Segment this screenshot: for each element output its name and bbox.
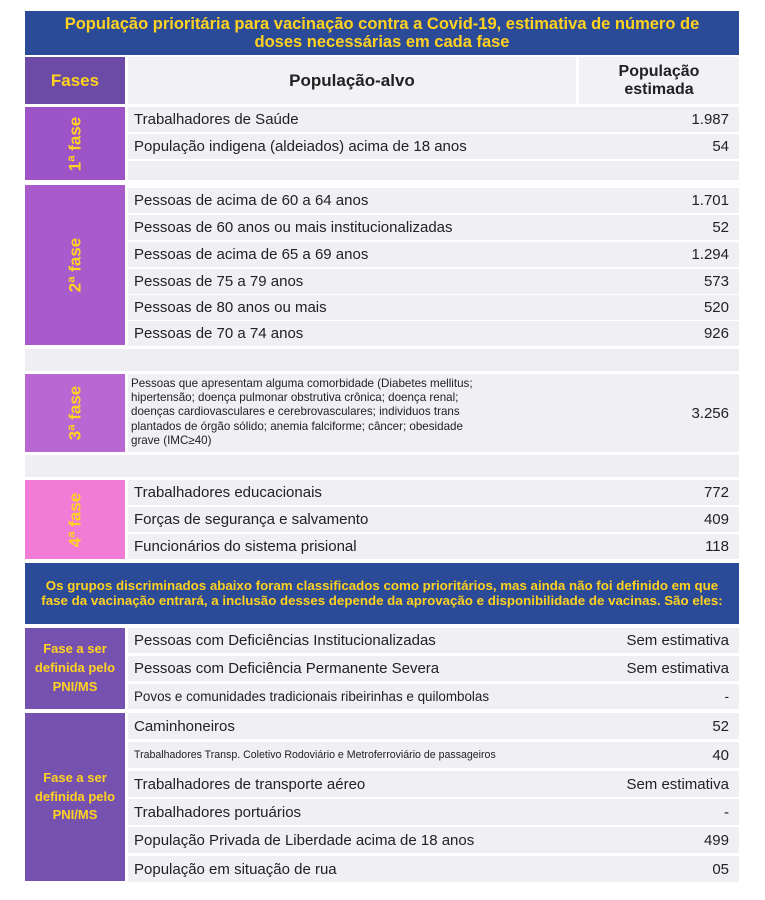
undefined-phase-1-label: Fase a ser definida pelo PNI/MS bbox=[34, 641, 116, 694]
phase-3-label: 3ª fase bbox=[65, 385, 84, 441]
table-row: Forças de segurança e salvamento 409 bbox=[128, 507, 739, 532]
table-row: População indigena (aldeiados) acima de 18 anos 54 bbox=[128, 134, 739, 159]
table-row: Trabalhadores educacionais 772 bbox=[128, 480, 739, 505]
page-title: População prioritária para vacinação contra a Covid-19, estimativa de número de doses necessárias em cada fase bbox=[64, 14, 700, 51]
table-row: Trabalhadores Transp. Coletivo Rodoviário e Metroferroviário de passageiros 40 bbox=[128, 742, 739, 768]
table-row: Trabalhadores portuários - bbox=[128, 799, 739, 825]
phase-2-label: 2ª fase bbox=[65, 237, 84, 293]
header-populacao-estimada bbox=[579, 57, 739, 104]
undefined-phase-1-cell bbox=[25, 628, 125, 709]
notice-text: Os grupos discriminados abaixo foram classificados como prioritários, mas ainda não foi definido em que fase da vacinação entrará, a inclusão desses depende da aprovação e disponibilidade de vacinas. São eles: bbox=[41, 577, 723, 608]
table-row: Caminhoneiros 52 bbox=[128, 713, 739, 739]
phase-1-label-cell bbox=[25, 107, 125, 180]
table-row: Pessoas de acima de 65 a 69 anos 1.294 bbox=[128, 242, 739, 267]
undefined-phase-2-label: Fase a ser definida pelo PNI/MS bbox=[34, 769, 116, 823]
header-populacao-estimada-label: População estimada bbox=[618, 62, 700, 98]
row-spacer bbox=[128, 161, 739, 180]
table-row: Pessoas de acima de 60 a 64 anos 1.701 bbox=[128, 188, 739, 213]
table-row-comorbidade: Pessoas que apresentam alguma comorbidade (Diabetes mellitus; hipertensão; doença pulmonar obstrutiva crônica; doença renal; doenças cardiovasculares e cerebrovasculares; individuos trans plantados de órgão sólido; anemia falciforme; câncer; obesidade grave (IMC≥40) 3.256 bbox=[128, 374, 739, 452]
table-row: Trabalhadores de Saúde 1.987 bbox=[128, 107, 739, 132]
header-populacao-alvo-label: População-alvo bbox=[289, 70, 415, 90]
table-row: Povos e comunidades tradicionais ribeirinhas e quilombolas - bbox=[128, 684, 739, 709]
header-populacao-alvo bbox=[128, 57, 576, 104]
table-row: Pessoas de 75 a 79 anos 573 bbox=[128, 269, 739, 294]
table-row: Pessoas com Deficiências Institucionalizadas Sem estimativa bbox=[128, 628, 739, 653]
notice-banner bbox=[25, 563, 739, 624]
table-row: População Privada de Liberdade acima de 18 anos 499 bbox=[128, 827, 739, 853]
phase-4-label-cell bbox=[25, 480, 125, 559]
header-fases-label: Fases bbox=[50, 70, 100, 90]
comorbidade-text: Pessoas que apresentam alguma comorbidade (Diabetes mellitus; hipertensão; doença pulmonar obstrutiva crônica; doença renal; doenças cardiovasculares e cerebrovasculares; individuos trans plantados de órgão sólido; anemia falciforme; câncer; obesidade grave (IMC≥40) bbox=[131, 377, 473, 447]
undefined-phase-2-cell bbox=[25, 713, 125, 881]
title-banner bbox=[25, 11, 739, 55]
phase-3-label-cell bbox=[25, 374, 125, 452]
table-row: Pessoas com Deficiência Permanente Severa Sem estimativa bbox=[128, 656, 739, 681]
table-row: Pessoas de 60 anos ou mais institucionalizadas 52 bbox=[128, 215, 739, 240]
row-spacer bbox=[25, 349, 739, 371]
phase-2-label-cell bbox=[25, 185, 125, 345]
phase-1-label: 1ª fase bbox=[65, 116, 84, 171]
header-fases bbox=[25, 57, 125, 104]
table-row: Pessoas de 80 anos ou mais 520 bbox=[128, 295, 739, 320]
table-row: Trabalhadores de transporte aéreo Sem estimativa bbox=[128, 771, 739, 797]
table-row: População em situação de rua 05 bbox=[128, 856, 739, 882]
phase-4-label: 4ª fase bbox=[65, 492, 84, 547]
table-row: Funcionários do sistema prisional 118 bbox=[128, 534, 739, 559]
row-spacer bbox=[25, 455, 739, 477]
table-row: Pessoas de 70 a 74 anos 926 bbox=[128, 321, 739, 346]
